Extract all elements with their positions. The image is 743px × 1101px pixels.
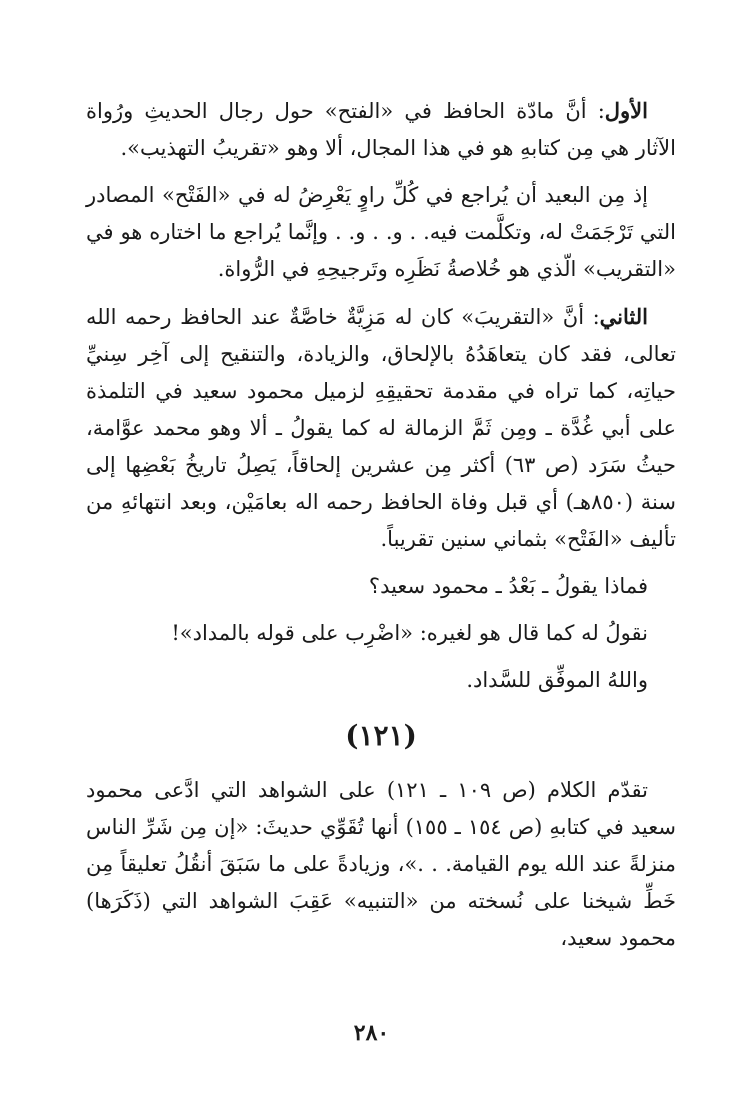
paragraph-second-point <box>86 298 676 558</box>
section-heading: (١٢١) <box>345 719 417 752</box>
first-point-text: : أنَّ مادّة الحافظ في «الفتح» حول رجال الحديثِ ورُواة الآثار هي مِن كتابهِ هو في هذا المجال، ألا وهو «تقريبُ التهذيب». <box>86 99 676 160</box>
paragraph-question: فماذا يقولُ ـ بَعْدُ ـ محمود سعيد؟ <box>368 574 648 598</box>
first-point-label: الأول <box>604 98 648 123</box>
paragraph-explanation: إذ مِن البعيد أن يُراجع في كُلِّ راوٍ يَعْرِضُ له في «الفَتْح» المصادر التي تَرْجَمَتْ له، وتكلَّمت فيه. . و. . و. . وإنَّما يُراجع ما اختاره هو في «التقريب» الّذي هو خُلاصةُ نَظَرِه وتَرجيحِهِ في الرُّواة. <box>86 183 676 281</box>
paragraph-first-point <box>86 92 676 167</box>
second-point-text: : أنَّ «التقريبَ» كان له مَزِيَّةٌ خاصَّةٌ عند الحافظ رحمه الله تعالى، فقد كان يتعاهَدُهُ بالإلحاق، والزيادة، والتنقيح إلى آخِر سِنيِّ حياتِه، كما تراه في مقدمة تحقيقِهِ لزميل محمود سعيد في التلمذة على أبي غُدَّة ـ ومِن ثَمَّ الزمالة له كما يقولُ ـ ألا وهو محمد عوَّامة، حيثُ سَرَد (ص ٦٣) أكثر مِن عشرين إلحاقاً، يَصِلُ تاريخُ بَعْضِها إلى سنة (٨٥٠هـ) أي قبل وفاة الحافظ رحمه اله بعامَيْن، وبعد انتهائهِ من تأليف «الفَتْح» بثماني سنين تقريباً. <box>86 305 677 551</box>
second-point-label: الثاني <box>599 304 648 329</box>
page-body <box>86 92 676 957</box>
paragraph-closing: واللهُ الموفِّق للسَّداد. <box>466 668 648 692</box>
paragraph-section-body: تقدّم الكلام (ص ١٠٩ ـ ١٢١) على الشواهد التي ادَّعى محمود سعيد في كتابهِ (ص ١٥٤ ـ ١٥٥) أنها تُقَوِّي حديثَ: «إن مِن شَرِّ الناس منزلةً عند الله يوم القيامة. . .»، وزيادةً على ما سَبَقَ أنقُلُ تعليقاً مِن خَطِّ شيخنا على نُسخته من «التنبيه» عَقِبَ الشواهد التي (ذَكَرَها) محمود سعيد، <box>86 778 676 950</box>
paragraph-reply: نقولُ له كما قال هو لغيره: «اضْرِب على قوله بالمداد»! <box>171 621 648 645</box>
page-number: ٢٨٠ <box>353 1020 390 1046</box>
